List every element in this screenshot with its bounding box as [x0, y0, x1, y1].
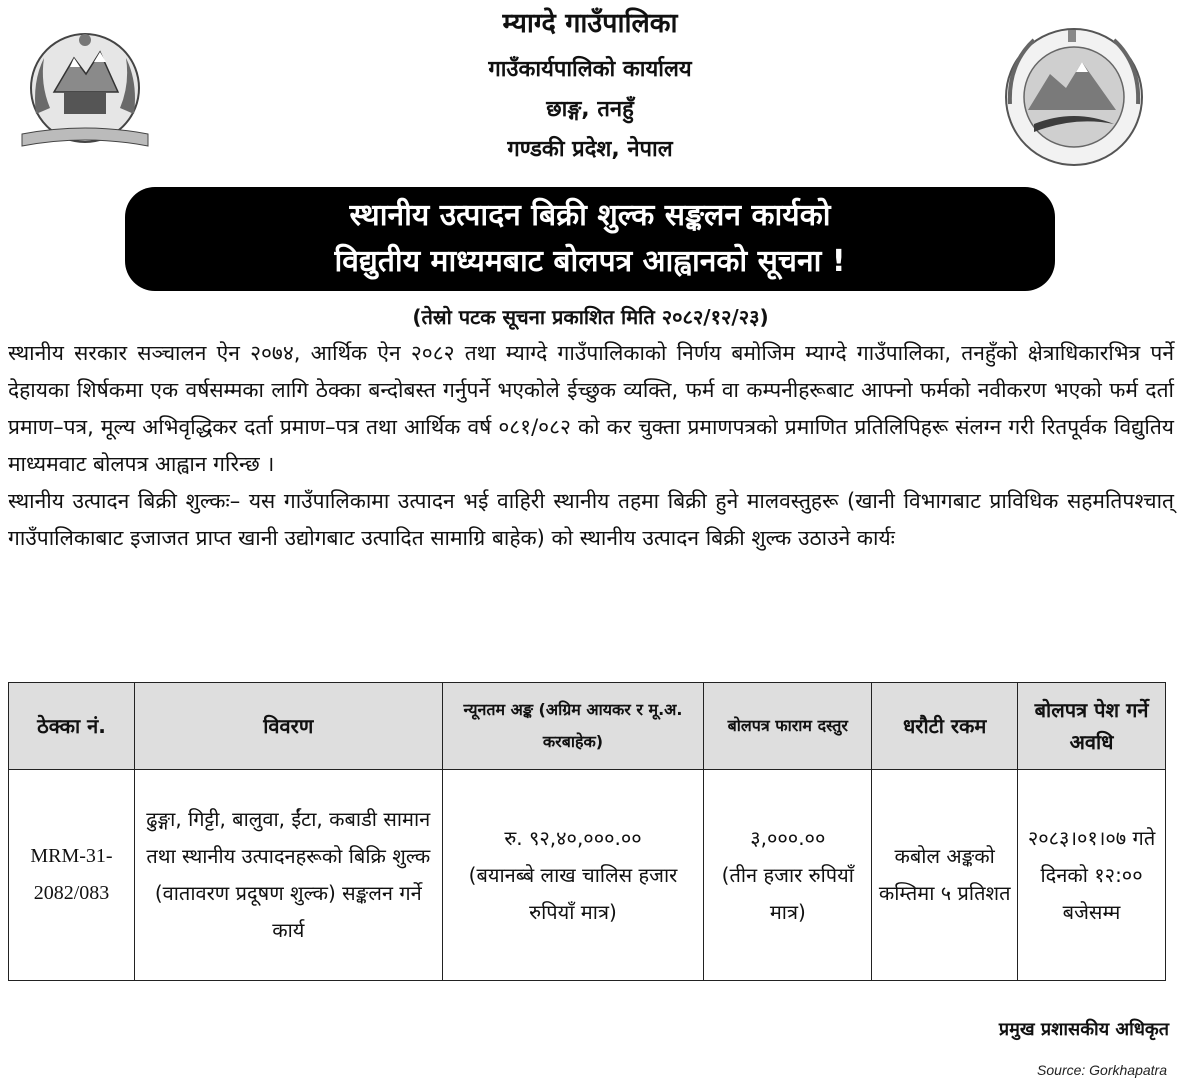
notice-paragraph-1: स्थानीय सरकार सञ्चालन ऐन २०७४, आर्थिक ऐन २०८२ तथा म्याग्दे गाउँपालिकाको निर्णय बमोजिम म्याग्दे गाउँपालिका, तनहुँको क्षेत्राधिकारभित्र पर्ने देहायका शिर्षकमा एक वर्षसम्मका लागि ठेक्का बन्दोबस्त गर्नुपर्ने भएकोले ईच्छुक व्यक्ति, फर्म वा कम्पनीहरूबाट आफ्नो फर्मको नवीकरण भएको फर्म दर्ता प्रमाण–पत्र, मूल्य अभिवृद्धिकर दर्ता प्रमाण–पत्र तथा आर्थिक वर्ष ०८१/०८२ को कर चुक्ता प्रमाणपत्रको प्रमाणित प्रतिलिपिहरू संलग्न गरी रितपूर्वक विद्युतिय माध्यमवाट बोलपत्र आह्वान गरिन्छ ।	[8, 341, 1174, 476]
office-name: गाउँकार्यपालिको कार्यालय	[488, 57, 692, 82]
form-fee-words: (तीन हजार रुपियाँ मात्र)	[721, 862, 854, 924]
minimum-amount-value: रु. ९२,४०,०००.००	[504, 825, 642, 850]
minimum-amount-words: (बयानब्बे लाख चालिस हजार रुपियाँ मात्र)	[468, 862, 678, 924]
notice-paragraph-2: स्थानीय उत्पादन बिक्री शुल्कः– यस गाउँपालिकामा उत्पादन भई वाहिरी स्थानीय तहमा बिक्री हुने मालवस्तुहरू (खानी विभागबाट प्राविधिक सहमतिपश्चात् गाउँपालिकाबाट इजाजत प्राप्त खानी उद्योगबाट उत्पादित सामाग्रि बाहेक) को स्थानीय उत्पादन बिक्री शुल्क उठाउने कार्यः	[8, 489, 1174, 550]
cell-deposit: कबोल अङ्कको कम्तिमा ५ प्रतिशत	[872, 770, 1018, 981]
banner-line-2: विद्युतीय माध्यमबाट बोलपत्र आह्वानको सूचना !	[334, 244, 846, 279]
cell-minimum-amount	[442, 770, 704, 981]
publication-note: (तेस्रो पटक सूचना प्रकाशित मिति २०८२/१२/२३)	[412, 305, 769, 329]
header-deposit: धरौटी रकम	[872, 683, 1018, 770]
header-deadline: बोलपत्र पेश गर्ने अवधि	[1018, 683, 1166, 770]
tender-table	[8, 682, 1166, 981]
notice-title-banner	[125, 187, 1055, 291]
cell-deadline: २०८३।०१।०७ गते दिनको १२:०० बजेसम्म	[1018, 770, 1166, 981]
office-location: छाङ्ग, तनहुँ	[546, 97, 634, 122]
header-contract-no: ठेक्का नं.	[9, 683, 135, 770]
cell-form-fee	[704, 770, 872, 981]
source-credit: Source: Gorkhapatra	[1037, 1062, 1167, 1078]
form-fee-value: ३,०००.००	[750, 825, 826, 850]
table-header-row	[9, 683, 1166, 770]
province-country: गण्डकी प्रदेश, नेपाल	[507, 137, 673, 162]
cell-contract-no: MRM-31-2082/083	[9, 770, 135, 981]
municipality-name: म्याग्दे गाउँपालिका	[502, 8, 678, 39]
municipality-logo-icon	[998, 24, 1150, 170]
table-row	[9, 770, 1166, 981]
header-description: विवरण	[134, 683, 442, 770]
office-header	[340, 6, 840, 168]
header-form-fee: बोलपत्र फाराम दस्तुर	[704, 683, 872, 770]
nepal-government-emblem-icon	[14, 22, 156, 154]
header-minimum-amount: न्यूनतम अङ्क (अग्रिम आयकर र मू.अ. करबाहेक)	[442, 683, 704, 770]
cell-description: ढुङ्गा, गिट्टी, बालुवा, ईंटा, कबाडी सामान तथा स्थानीय उत्पादनहरूको बिक्रि शुल्क (वातावरण प्रदूषण शुल्क) सङ्कलन गर्ने कार्य	[134, 770, 442, 981]
signatory-title: प्रमुख प्रशासकीय अधिकृत	[998, 1019, 1169, 1040]
notice-body	[8, 335, 1174, 557]
banner-line-1: स्थानीय उत्पादन बिक्री शुल्क सङ्कलन कार्यको	[349, 198, 831, 233]
